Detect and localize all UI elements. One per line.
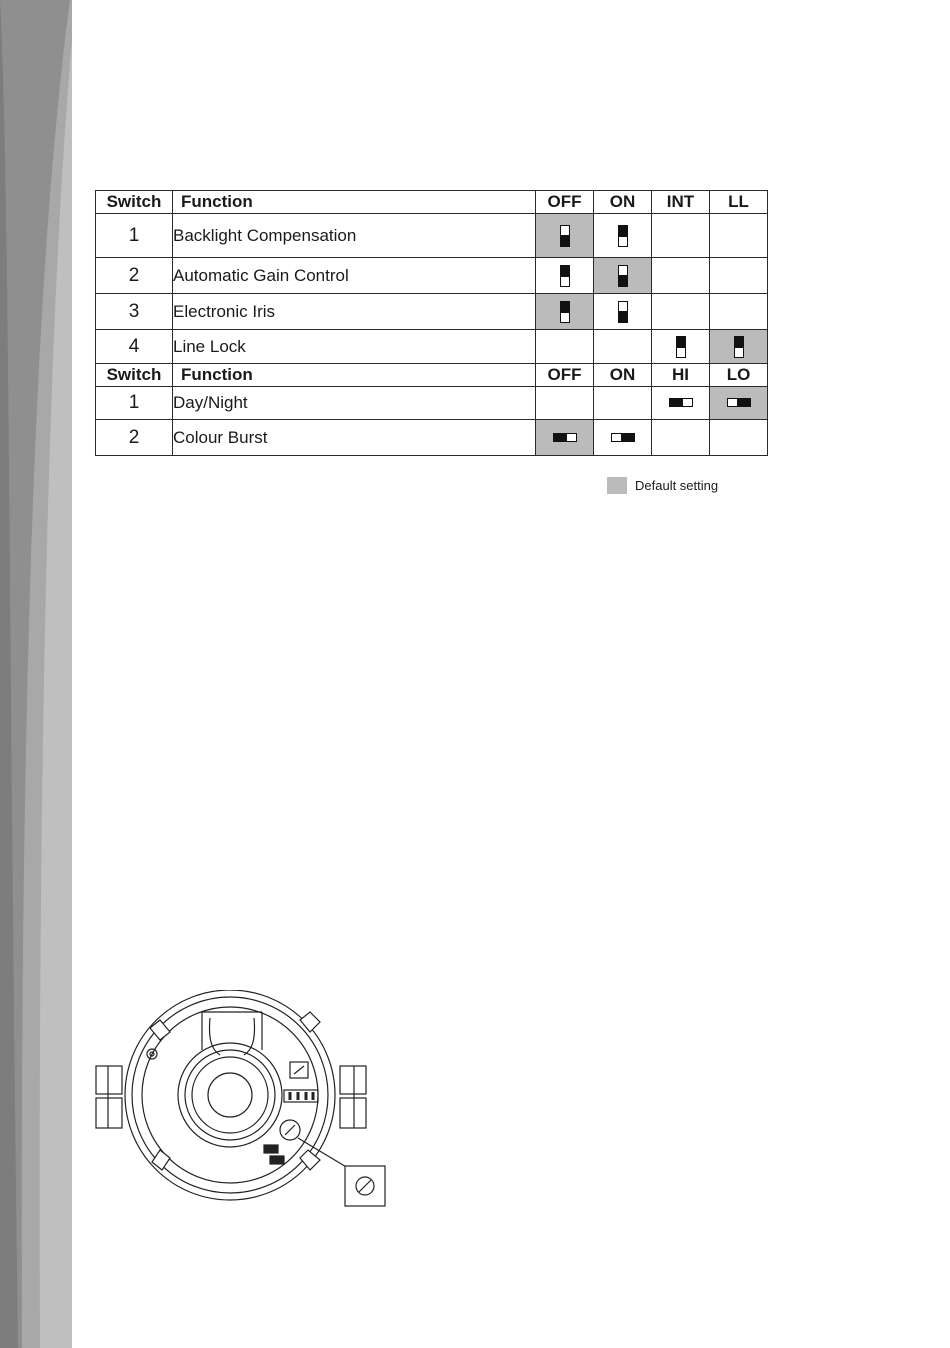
function-label: Day/Night — [173, 387, 536, 420]
state-cell — [536, 294, 594, 330]
header-int: INT — [652, 191, 710, 214]
switch-up-icon — [560, 265, 570, 287]
switch-down-icon — [618, 265, 628, 287]
side-mount — [96, 1098, 122, 1128]
side-mount — [340, 1066, 366, 1094]
switch-down-icon — [618, 301, 628, 323]
table-row — [96, 330, 768, 364]
page-edge-decoration — [0, 0, 90, 1348]
table-header-row — [96, 364, 768, 387]
camera-board-diagram — [90, 990, 395, 1210]
header-off: OFF — [536, 364, 594, 387]
function-label: Colour Burst — [173, 420, 536, 456]
state-cell — [594, 330, 652, 364]
state-cell — [710, 214, 768, 258]
switch-right-icon — [727, 398, 751, 407]
side-mount — [340, 1098, 366, 1128]
top-holder — [202, 1012, 262, 1050]
header-switch: Switch — [96, 364, 173, 387]
state-cell — [594, 387, 652, 420]
state-cell — [710, 387, 768, 420]
header-function: Function — [173, 191, 536, 214]
function-label: Automatic Gain Control — [173, 258, 536, 294]
table-row — [96, 387, 768, 420]
switch-number: 2 — [96, 420, 173, 456]
state-cell — [536, 387, 594, 420]
table-row — [96, 258, 768, 294]
legend — [607, 476, 718, 494]
lens — [208, 1073, 252, 1117]
state-cell — [652, 387, 710, 420]
state-cell — [536, 330, 594, 364]
notch-tab — [152, 1150, 170, 1170]
function-label: Electronic Iris — [173, 294, 536, 330]
header-function: Function — [173, 364, 536, 387]
switch-up-icon — [734, 336, 744, 358]
state-cell — [536, 420, 594, 456]
state-cell — [594, 420, 652, 456]
dip-switch-table — [95, 190, 768, 456]
legend-swatch — [607, 477, 627, 494]
header-switch: Switch — [96, 191, 173, 214]
table-row — [96, 294, 768, 330]
table-row — [96, 214, 768, 258]
state-cell — [594, 214, 652, 258]
switch-right-icon — [611, 433, 635, 442]
state-cell — [710, 258, 768, 294]
header-hi: HI — [652, 364, 710, 387]
switch-up-icon — [618, 225, 628, 247]
switch-icon — [264, 1145, 278, 1153]
function-label: Backlight Compensation — [173, 214, 536, 258]
switch-number: 1 — [96, 387, 173, 420]
switch-down-icon — [560, 225, 570, 247]
state-cell — [652, 214, 710, 258]
state-cell — [652, 294, 710, 330]
header-off: OFF — [536, 191, 594, 214]
state-cell — [652, 420, 710, 456]
function-label: Line Lock — [173, 330, 536, 364]
state-cell — [536, 214, 594, 258]
header-on: ON — [594, 191, 652, 214]
state-cell — [710, 294, 768, 330]
switch-number: 2 — [96, 258, 173, 294]
switch-icon — [270, 1156, 284, 1164]
state-cell — [652, 258, 710, 294]
state-cell — [594, 294, 652, 330]
state-cell — [594, 258, 652, 294]
side-mount — [96, 1066, 122, 1094]
legend-label: Default setting — [635, 477, 719, 493]
state-cell — [710, 330, 768, 364]
state-cell — [710, 420, 768, 456]
switch-number: 1 — [96, 214, 173, 258]
table-header-row — [96, 191, 768, 214]
switch-number: 3 — [96, 294, 173, 330]
state-cell — [652, 330, 710, 364]
header-ll: LL — [710, 191, 768, 214]
header-lo: LO — [710, 364, 768, 387]
lens-mount — [178, 1043, 282, 1147]
table-row — [96, 420, 768, 456]
switch-left-icon — [669, 398, 693, 407]
switch-up-icon — [560, 301, 570, 323]
switch-number: 4 — [96, 330, 173, 364]
state-cell — [536, 258, 594, 294]
switch-left-icon — [553, 433, 577, 442]
header-on: ON — [594, 364, 652, 387]
switch-up-icon — [676, 336, 686, 358]
